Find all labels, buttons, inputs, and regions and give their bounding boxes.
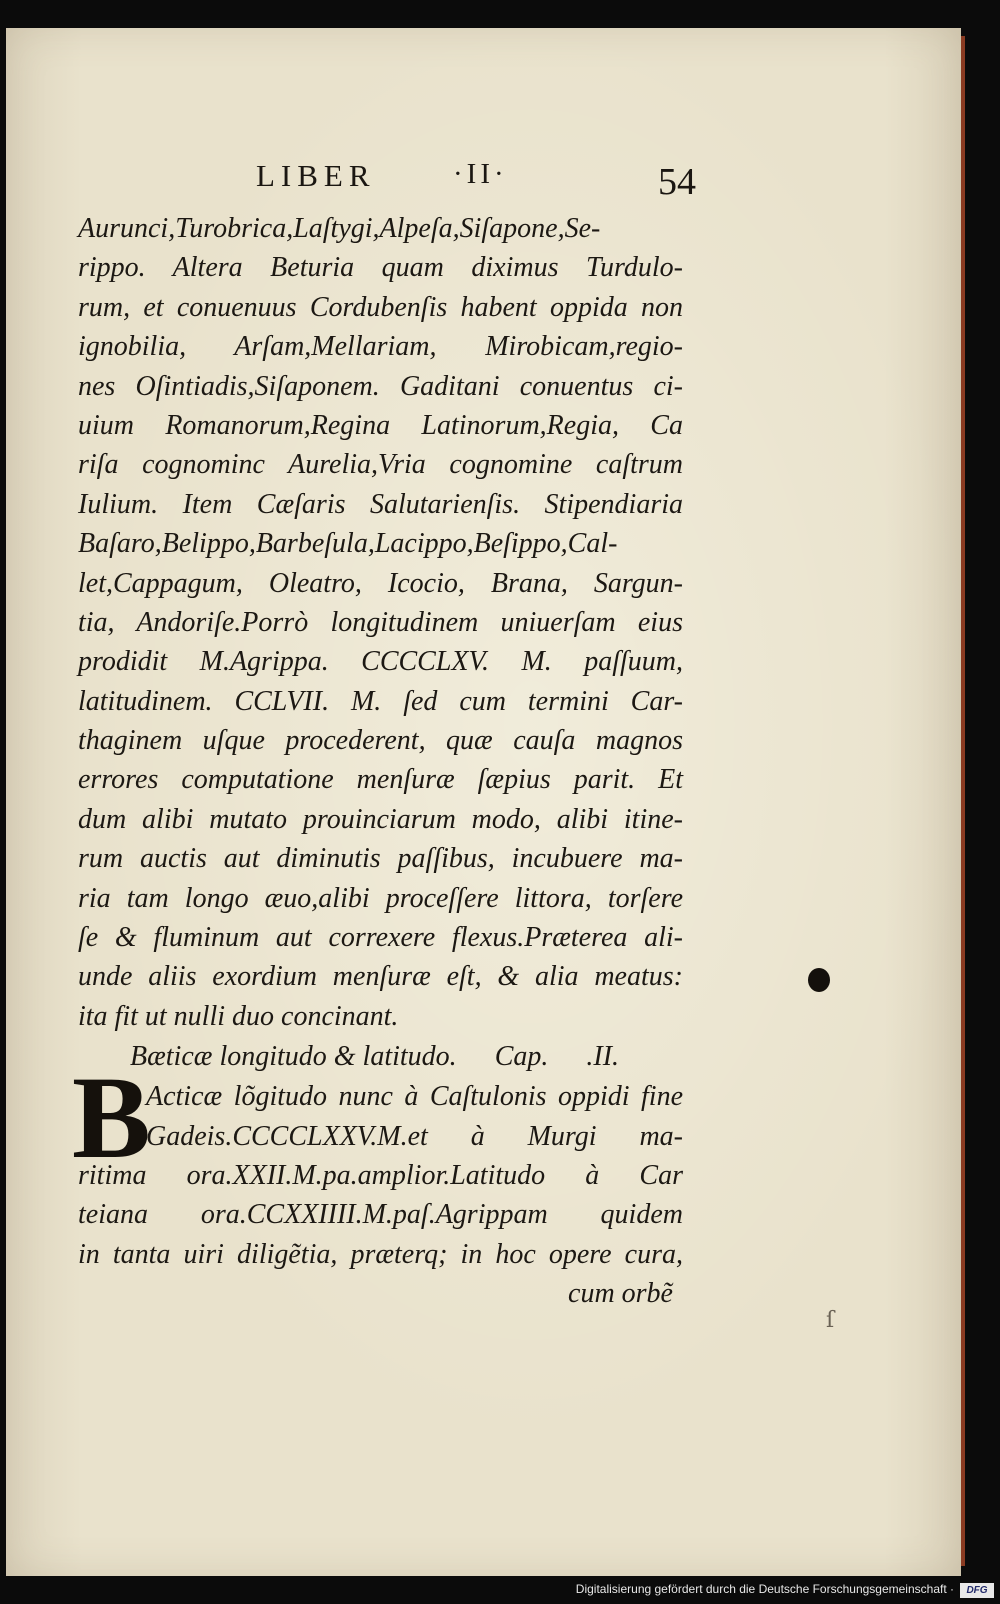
text-line: prodidit M.Agrippa. CCCCLXV. M. paſſuum, <box>78 646 683 678</box>
chapter-heading <box>78 1036 683 1077</box>
pencil-mark: ſ <box>826 1308 835 1333</box>
drop-cap-initial: B <box>72 1052 151 1184</box>
text-line: in tanta uiri diligẽtia, præterq; in hoc opere cura, <box>78 1238 683 1270</box>
running-head-liber: LIBER <box>256 158 376 193</box>
text-line: rum, et conuenuus Cordubenſis habent oppida non <box>78 291 683 323</box>
text-line: uium Romanorum,Regina Latinorum,Regia, Ca <box>78 409 683 441</box>
text-line: nes Oſintiadis,Siſaponem. Gaditani conuentus ci- <box>78 370 683 402</box>
catchword: cum orbẽ <box>568 1278 673 1310</box>
text-line: errores computatione menſuræ ſæpius parit. Et <box>78 764 683 796</box>
text-line: rum auctis aut diminutis paſſibus, incubuere ma- <box>78 843 683 875</box>
running-head <box>6 158 961 203</box>
chapter-title: Bæticæ longitudo & latitudo. <box>130 1041 457 1073</box>
text-block <box>72 209 683 1314</box>
folio-number: 54 <box>658 161 696 203</box>
text-line: dum alibi mutato prouinciarum modo, alibi itine- <box>78 803 683 835</box>
text-line: Baſaro,Belippo,Barbeſula,Lacippo,Beſippo,Cal- <box>78 528 618 560</box>
text-line: rippo. Altera Beturia quam diximus Turdulo- <box>78 252 683 284</box>
book-page <box>6 28 961 1576</box>
text-line: latitudinem. CCLVII. M. ſed cum termini Car- <box>78 685 683 717</box>
text-line: tia, Andoriſe.Porrò longitudinem uniuerſam eius <box>78 606 683 638</box>
running-head-book-number: ·II· <box>453 158 508 190</box>
text-line: ſe & fluminum aut correxere flexus.Præterea ali- <box>78 922 683 954</box>
page-edge-red <box>961 36 965 1566</box>
text-line: teiana ora.CCXXIIII.M.paſ.Agrippam quidem <box>78 1199 683 1231</box>
text-line: unde aliis exordium menſuræ eſt, & alia meatus: <box>78 961 683 993</box>
text-line: ritima ora.XXII.M.pa.amplior.Latitudo à Car <box>78 1159 683 1191</box>
body-paragraph <box>78 209 683 1036</box>
chapter-cap-label: Cap. <box>494 1041 549 1073</box>
text-line: Gadeis.CCCCLXXV.M.et à Murgi ma- <box>146 1120 683 1152</box>
text-line: ria tam longo æuo,alibi proceſſere littora, torſere <box>78 882 683 914</box>
text-line: let,Cappagum, Oleatro, Icocio, Brana, Sargun- <box>78 567 683 599</box>
text-line: riſa cognominc Aurelia,Vria cognomine caſtrum <box>78 449 683 481</box>
text-line: ita fit ut nulli duo concinant. <box>78 1000 399 1032</box>
text-line: Aurunci,Turobrica,Laſtygi,Alpeſa,Siſapone,Se- <box>78 213 601 244</box>
credit-text: Digitalisierung gefördert durch die Deutsche Forschungsgemeinschaft · <box>575 1582 954 1596</box>
chapter-number: .II. <box>586 1041 620 1073</box>
dfg-logo: DFG <box>960 1583 994 1598</box>
text-line: ignobilia, Arſam,Mellariam, Mirobicam,regio- <box>78 331 683 363</box>
digitization-credit-bar <box>0 1578 1000 1604</box>
text-line: Iulium. Item Cæſaris Salutarienſis. Stipendiaria <box>78 488 683 520</box>
text-line: thaginem uſque procederent, quæ cauſa magnos <box>78 725 683 757</box>
text-line: Acticæ lõgitudo nunc à Caſtulonis oppidi fine <box>146 1081 683 1113</box>
ink-stain <box>808 968 830 992</box>
